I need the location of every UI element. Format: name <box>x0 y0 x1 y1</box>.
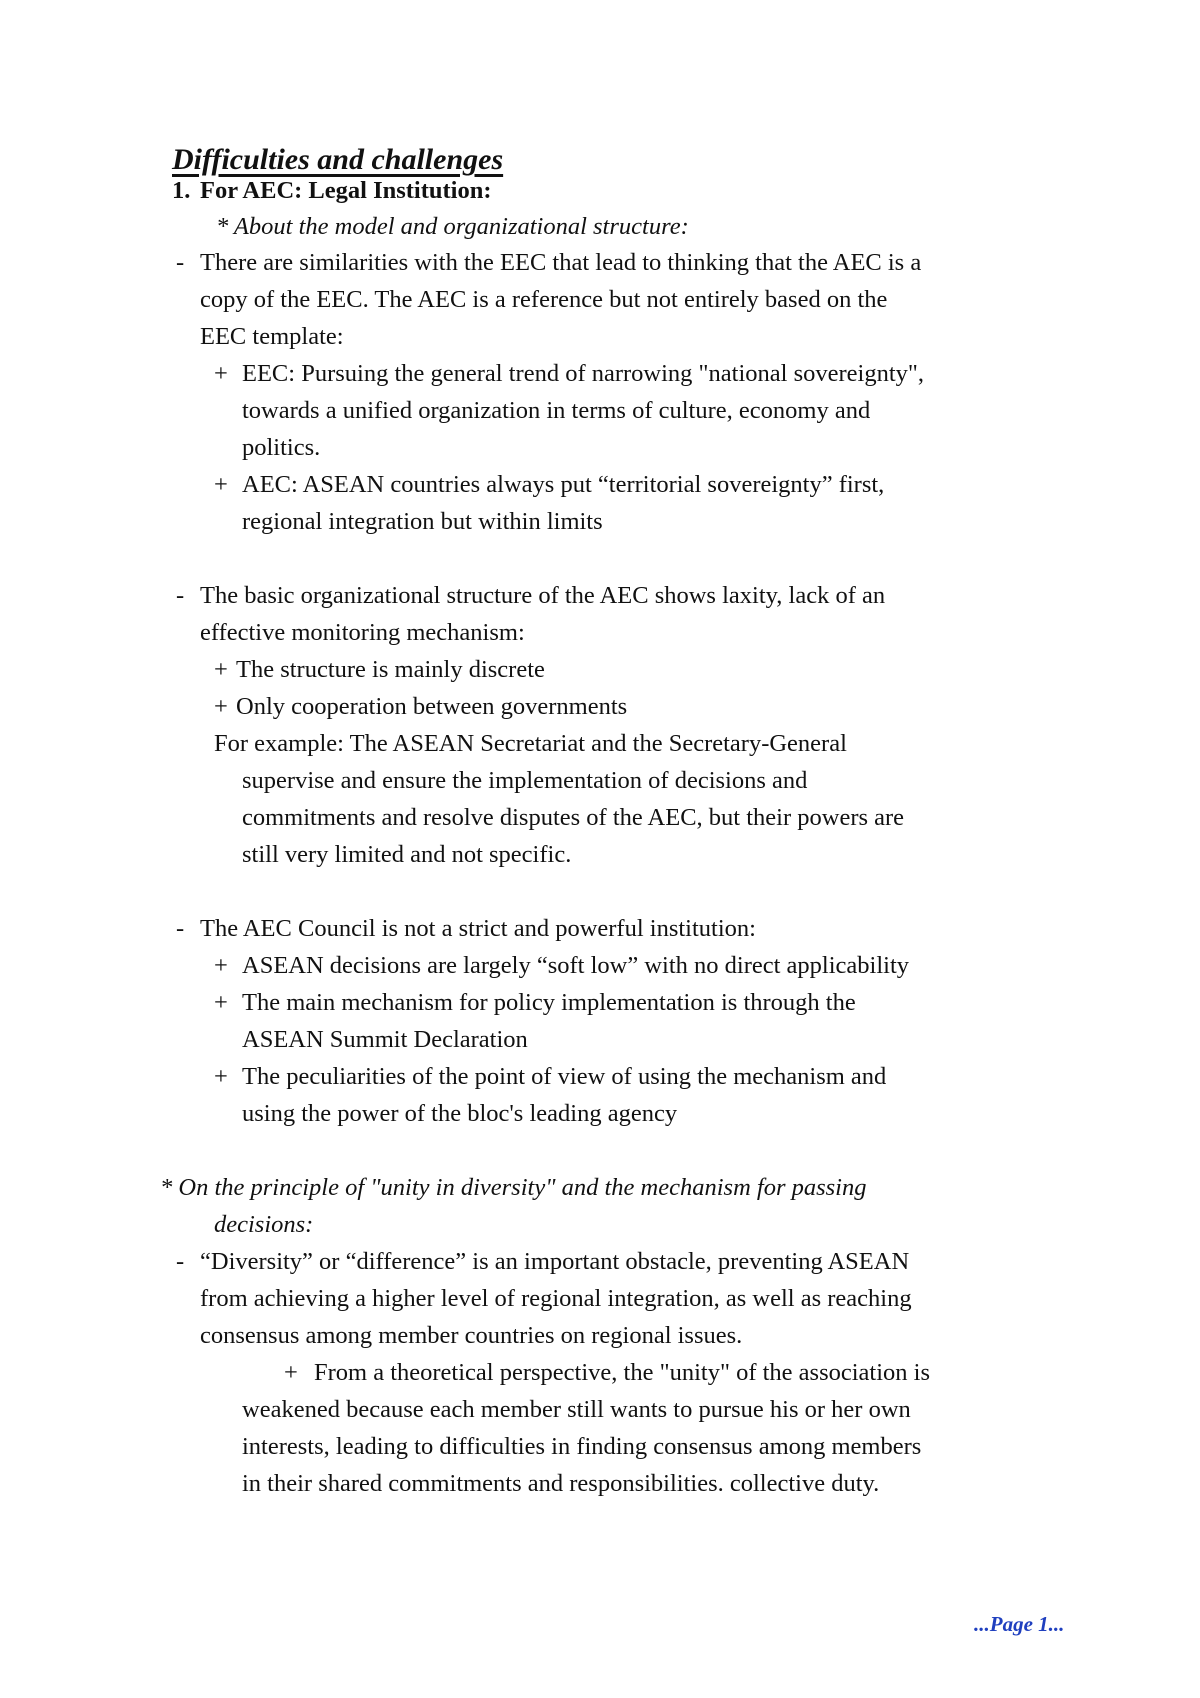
plus-marker: + <box>214 360 228 387</box>
plus-marker: + <box>214 471 228 498</box>
bullet1-plus1-line2: towards a unified organization in terms of culture, economy and <box>242 397 871 424</box>
example-line2: supervise and ensure the implementation of decisions and <box>242 767 808 794</box>
section-number: 1. <box>172 177 191 204</box>
dash-marker: - <box>176 249 185 276</box>
plus-marker: + <box>214 1063 228 1090</box>
dash-marker: - <box>176 582 185 609</box>
bullet2-plus1: The structure is mainly discrete <box>236 656 545 683</box>
bullet1-line2: copy of the EEC. The AEC is a reference but not entirely based on the <box>200 286 888 313</box>
bullet3-plus1: ASEAN decisions are largely “soft low” with no direct applicability <box>242 952 910 979</box>
bullet3-line: The AEC Council is not a strict and powerful institution: <box>200 915 756 942</box>
bullet3-plus3-line1: The peculiarities of the point of view of using the mechanism and <box>242 1063 887 1090</box>
bullet3-plus2-line1: The main mechanism for policy implementation is through the <box>242 989 856 1016</box>
bullet1-line3: EEC template: <box>200 323 344 350</box>
example-line4: still very limited and not specific. <box>242 841 572 868</box>
bullet3-plus3-line2: using the power of the bloc's leading agency <box>242 1100 678 1127</box>
bullet2-line1: The basic organizational structure of the AEC shows laxity, lack of an <box>200 582 886 609</box>
section2-plus-line3: interests, leading to difficulties in finding consensus among members <box>242 1433 922 1460</box>
plus-marker: + <box>214 952 228 979</box>
example-line1: For example: The ASEAN Secretariat and the Secretary-General <box>214 730 847 757</box>
sub-heading-unity-line2: decisions: <box>214 1211 314 1238</box>
plus-marker: + <box>284 1359 298 1386</box>
sub-heading-unity-line1: * On the principle of "unity in diversity" and the mechanism for passing <box>160 1174 867 1201</box>
bullet1-line1: There are similarities with the EEC that lead to thinking that the AEC is a <box>200 249 922 276</box>
bullet2-line2: effective monitoring mechanism: <box>200 619 525 646</box>
bullet1-plus1-line3: politics. <box>242 434 321 461</box>
plus-marker: + <box>214 656 228 683</box>
plus-marker: + <box>214 693 228 720</box>
document-title: Difficulties and challenges <box>172 143 504 176</box>
section2-bullet-line3: consensus among member countries on regional issues. <box>200 1322 743 1349</box>
section2-plus-line4: in their shared commitments and responsibilities. collective duty. <box>242 1470 880 1497</box>
section2-plus-line2: weakened because each member still wants to pursue his or her own <box>242 1396 911 1423</box>
section2-plus-line1: From a theoretical perspective, the "unity" of the association is <box>314 1359 930 1386</box>
dash-marker: - <box>176 1248 185 1275</box>
section-heading: For AEC: Legal Institution: <box>200 177 492 204</box>
section2-bullet-line2: from achieving a higher level of regional integration, as well as reaching <box>200 1285 912 1312</box>
section2-bullet-line1: “Diversity” or “difference” is an important obstacle, preventing ASEAN <box>200 1248 910 1275</box>
dash-marker: - <box>176 915 185 942</box>
page-number: ...Page 1... <box>974 1612 1065 1636</box>
example-line3: commitments and resolve disputes of the AEC, but their powers are <box>242 804 905 831</box>
bullet2-plus2: Only cooperation between governments <box>236 693 628 720</box>
bullet1-plus1-line1: EEC: Pursuing the general trend of narrowing "national sovereignty", <box>242 360 925 387</box>
bullet1-plus2-line2: regional integration but within limits <box>242 508 603 535</box>
bullet3-plus2-line2: ASEAN Summit Declaration <box>242 1026 528 1053</box>
plus-marker: + <box>214 989 228 1016</box>
sub-heading-model: * About the model and organizational structure: <box>216 213 689 240</box>
bullet1-plus2-line1: AEC: ASEAN countries always put “territorial sovereignty” first, <box>242 471 885 498</box>
